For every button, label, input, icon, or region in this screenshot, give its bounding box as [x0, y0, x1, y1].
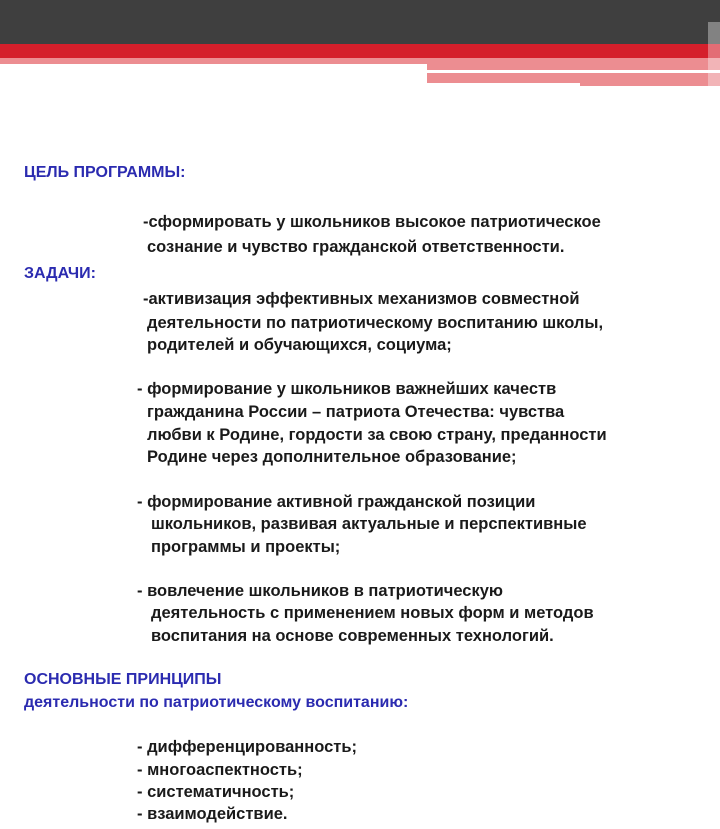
task-line: деятельности по патриотическому воспитанию школы,: [147, 314, 604, 332]
header-stripe: [580, 83, 720, 86]
task-line: деятельность с применением новых форм и методов: [151, 604, 594, 622]
task-line: воспитания на основе современных технологий.: [151, 627, 554, 645]
header-red-band: [0, 44, 720, 58]
header-dark-band: [0, 0, 720, 44]
task-line: программы и проекты;: [151, 538, 341, 556]
principles-heading: ОСНОВНЫЕ ПРИНЦИПЫ: [24, 671, 222, 688]
header-stripe: [427, 73, 720, 83]
task-line: родителей и обучающихся, социума;: [147, 336, 452, 354]
principle-item: - взаимодействие.: [137, 805, 288, 823]
principle-item: - систематичность;: [137, 783, 295, 801]
header-edge-highlight: [708, 22, 720, 86]
goal-line: сознание и чувство гражданской ответственности.: [147, 238, 565, 256]
task-line: гражданина России – патриота Отечества: чувства: [147, 403, 565, 421]
task-line: - формирование у школьников важнейших качеств: [137, 380, 557, 398]
task-line: -активизация эффективных механизмов совместной: [143, 290, 580, 308]
goal-line: -сформировать у школьников высокое патриотическое: [143, 213, 601, 231]
task-line: школьников, развивая актуальные и перспективные: [151, 515, 587, 533]
task-line: Родине через дополнительное образование;: [147, 448, 517, 466]
principles-subheading: деятельности по патриотическому воспитанию:: [24, 694, 409, 711]
goal-heading: ЦЕЛЬ ПРОГРАММЫ:: [24, 164, 186, 181]
task-line: любви к Родине, гордости за свою страну, преданности: [147, 426, 607, 444]
principle-item: - многоаспектность;: [137, 761, 303, 779]
tasks-heading: ЗАДАЧИ:: [24, 265, 96, 282]
task-line: - вовлечение школьников в патриотическую: [137, 582, 504, 600]
task-line: - формирование активной гражданской позиции: [137, 493, 536, 511]
principle-item: - дифференцированность;: [137, 738, 357, 756]
